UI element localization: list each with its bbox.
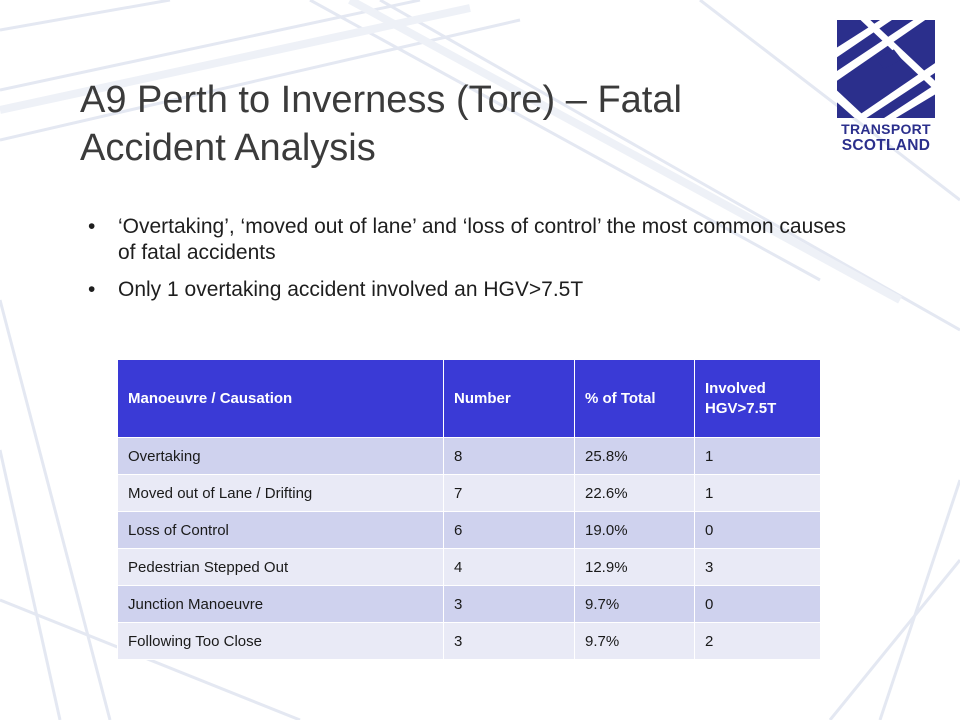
table-cell: 2 [695,623,821,660]
table-cell: 0 [695,512,821,549]
table-cell: 12.9% [575,549,695,586]
table-row [118,438,821,475]
table-cell: 7 [444,475,575,512]
logo-text-scotland: SCOTLAND [841,137,931,154]
table-cell: 25.8% [575,438,695,475]
table-cell: 3 [695,549,821,586]
table-cell: Overtaking [118,438,444,475]
column-header-percent: % of Total [575,360,695,438]
table-cell: Junction Manoeuvre [118,586,444,623]
table-header-row [118,360,821,438]
column-header-hgv: Involved HGV>7.5T [695,360,821,438]
table-cell: 4 [444,549,575,586]
bullet-item [88,214,848,266]
bullet-icon: • [88,278,96,301]
table-cell: 1 [695,475,821,512]
table-cell: Moved out of Lane / Drifting [118,475,444,512]
transport-scotland-logo [832,20,940,155]
bullet-text: Only 1 overtaking accident involved an HGV>7.5T [118,278,584,301]
table-cell: 9.7% [575,586,695,623]
road-junction-icon [837,20,935,118]
bullet-list [88,214,848,314]
bullet-text: ‘Overtaking’, ‘moved out of lane’ and ‘loss of control’ the most common causes of fatal accidents [118,215,846,264]
table-row [118,512,821,549]
table-cell: Pedestrian Stepped Out [118,549,444,586]
table-cell: 22.6% [575,475,695,512]
table-cell: 9.7% [575,623,695,660]
table-cell: 0 [695,586,821,623]
table-row [118,475,821,512]
table-cell: 3 [444,586,575,623]
table-row [118,623,821,660]
slide-title: A9 Perth to Inverness (Tore) – Fatal Accident Analysis [80,79,682,169]
bullet-item [88,277,848,303]
table-cell: Loss of Control [118,512,444,549]
table-row [118,549,821,586]
table-row [118,586,821,623]
table-cell: 19.0% [575,512,695,549]
table-cell: 6 [444,512,575,549]
column-header-number: Number [444,360,575,438]
table-cell: 3 [444,623,575,660]
column-header-manoeuvre: Manoeuvre / Causation [118,360,444,438]
table-cell: 1 [695,438,821,475]
table-cell: Following Too Close [118,623,444,660]
fatal-accident-table [117,359,821,660]
bullet-icon: • [88,215,96,238]
table-cell: 8 [444,438,575,475]
logo-text-transport: TRANSPORT [841,121,931,137]
